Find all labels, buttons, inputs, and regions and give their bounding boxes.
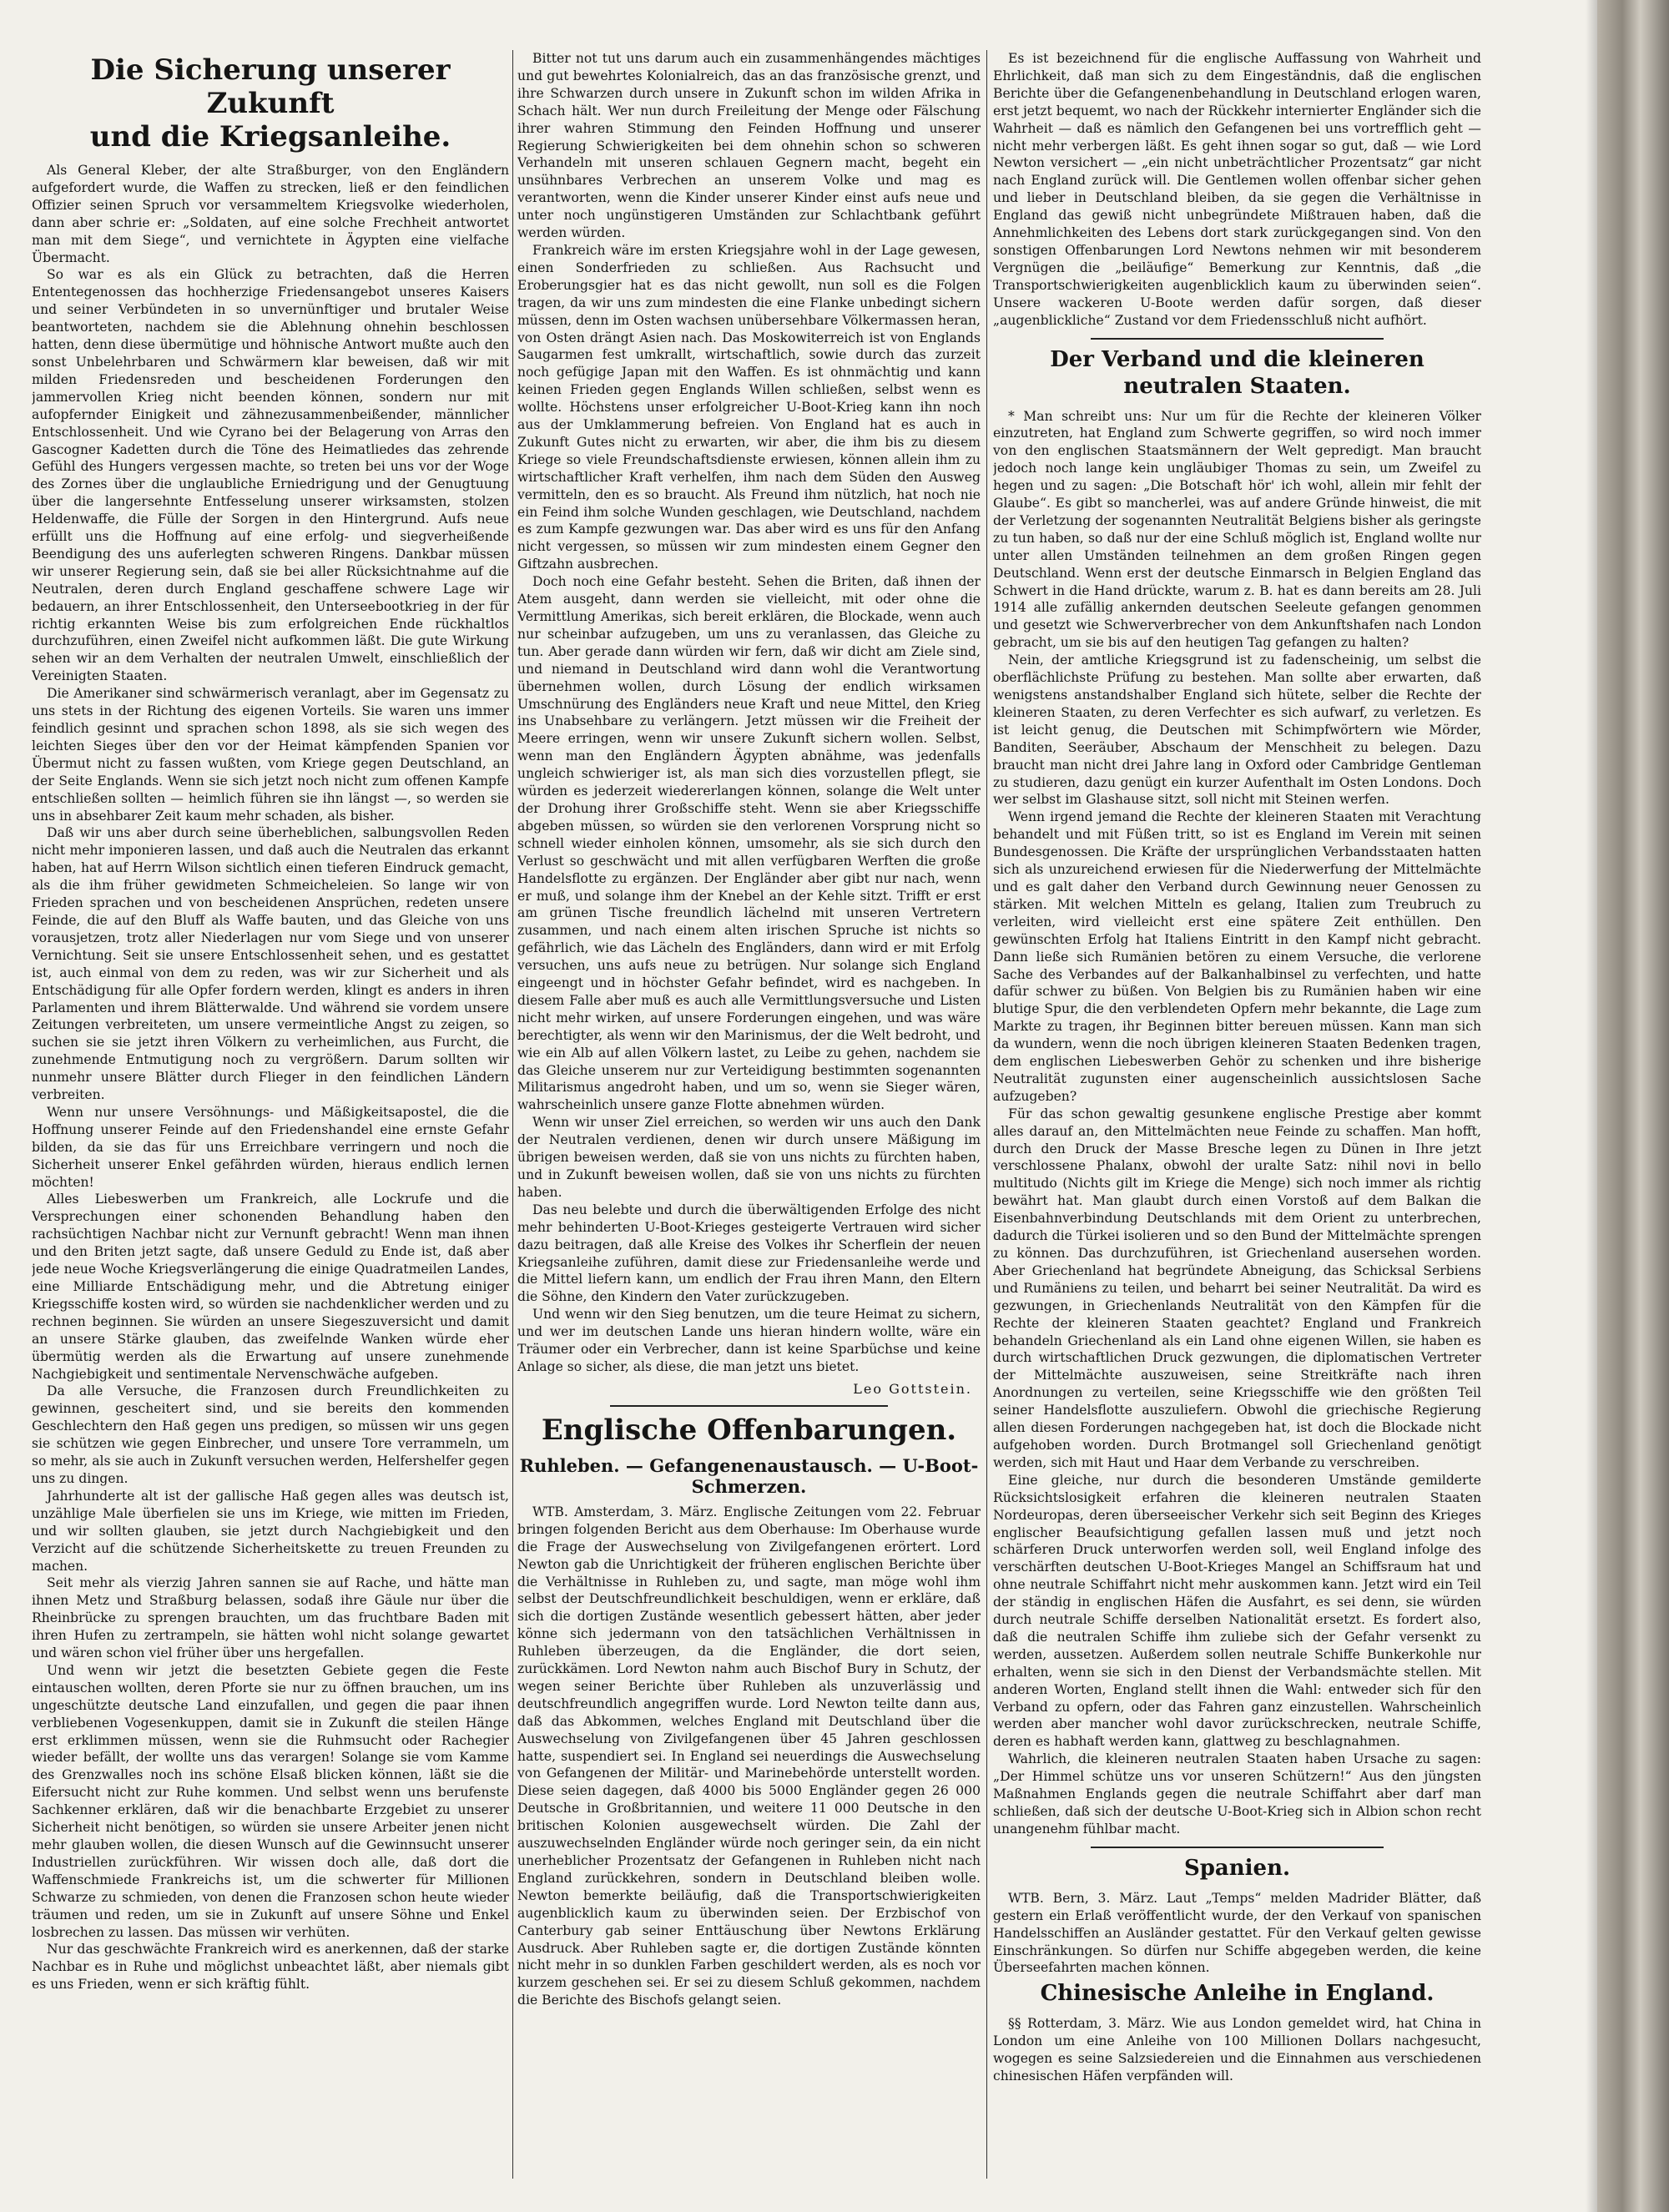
article-paragraph: Das neu belebte und durch die überwältigenden Erfolge des nicht mehr behinderten U-Boot-Krieges gesteigerte Vertrauen wird sicher dazu beitragen, daß alle Kreise des Volkes ihr Scherflein der neuen Kriegsanleihe zuführen, damit diese zur Friedensanleihe werde und die Mittel liefern kann, um endlich der Frau ihren Mann, den Eltern die Söhne, den Kindern den Vater zurückzugeben. <box>517 1202 981 1305</box>
column-rule <box>986 50 987 2179</box>
article-paragraph: Seit mehr als vierzig Jahren sannen sie auf Rache, und hätte man ihnen Metz und Straßburg belassen, sodaß ihre Gäule nur über die Rheinbrücke zu sprengen brauchten, um das fruchtbare Baden mit ihren Hufen zu zertrampeln, sie hätten wohl nicht solange gewartet und wären schon viel früher über uns hergefallen. <box>32 1575 509 1661</box>
article-paragraph: So war es als ein Glück zu betrachten, daß die Herren Ententegenossen das hochherzige Friedensangebot unseres Kaisers und seiner Verbündeten in so unvernünftiger und brutaler Weise beantworteten, nachdem sie die Ablehnung ohnehin beschlossen hatten, denn diese übermütige und höhnische Antwort mußte auch den sonst Unbelehrbaren und Schwärmern klar beweisen, daß wir mit milden Friedensreden und bescheidenen Forderungen den jammervollen Krieg nicht beenden können, sondern nur mit aufopfernder Einigkeit und zähnezusammenbeißender, männlicher Entschlossenheit. Und wie Cyrano bei der Belagerung von Arras den Gascogner Kadetten durch die Töne des Heimatliedes das zehrende Gefühl des Hungers vergessen machte, so treten bei uns vor der Woge des Zornes über die unglaubliche Erniedrigung und der Genugtuung über die langersehnte Entfesselung unserer wirksamsten, stolzen Heldenwaffe, die Fülle der Sorgen in den Hintergrund. Aufs neue erfüllt uns die Hoffnung auf eine erfolg- und siegverheißende Beendigung des uns auferlegten schweren Ringens. Dankbar müssen wir unserer Regierung sein, daß sie bei aller Rücksichtnahme auf die Neutralen, deren durch England geschaffene schwere Lage wir bedauern, an ihrer Entschlossenheit, den Unterseebootkrieg in der für richtig erkannten Weise bis zum erfolgreichen Ende rückhaltlos durchzuführen, einen Zweifel nicht aufkommen läßt. Die gute Wirkung sehen wir an dem Verhalten der neutralen Umwelt, einschließlich der Vereinigten Staaten. <box>32 267 509 684</box>
article-paragraph: Nur das geschwächte Frankreich wird es anerkennen, daß der starke Nachbar es in Ruhe und möglichst unbeachtet läßt, aber niemals gibt es uns Frieden, wenn er sich kräftig fühlt. <box>32 1942 509 1993</box>
article-paragraph: WTB. Bern, 3. März. Laut „Temps“ melden Madrider Blätter, daß gestern ein Erlaß veröffentlicht wurde, der den Verkauf von spanischen Handelsschiffen an Ausländer gestattet. Für den Verkauf gelten gewisse Einschränkungen. So dürfen nur Schiffe abgegeben werden, die keine Überseefahrten machen können. <box>993 1890 1481 1976</box>
article-paragraph: Als General Kleber, der alte Straßburger, von den Engländern aufgefordert wurde, die Waffen zu strecken, ließ er den feindlichen Offizier seinen Spruch vor versammeltem Kriegsvolke wiederholen, dann aber schrie er: „Soldaten, auf eine solche Frechheit antwortet man mit dem Siege“, und vernichtete in Ägypten eine vielfache Übermacht. <box>32 163 509 265</box>
headline-offenbarungen: Englische Offenbarungen. <box>541 1413 957 1447</box>
article-paragraph: §§ Rotterdam, 3. März. Wie aus London gemeldet wird, hat China in London um eine Anleihe von 100 Millionen Dollars nachgesucht, wogegen es seine Salzsiedereien und die Einnahmen aus verschiedenen chinesischen Häfen verpfänden will. <box>993 2016 1481 2084</box>
article-paragraph: Daß wir uns aber durch seine überheblichen, salbungsvollen Reden nicht mehr imponieren lassen, und daß auch die Neutralen das erkannt haben, hat auf Herrn Wilson sichtlich einen tieferen Eindruck gemacht, als die ihm früher gewidmeten Schmeicheleien. So lange wir von Frieden sprachen und von bescheidenen Ansprüchen, redeten unsere Feinde, die auf den Bluff als Waffe bauten, und das Gleiche von uns vorausjetzen, trotz aller Niederlagen nur vom Siege und von unserer Vernichtung. Seit sie unsere Entschlossenheit sehen, und es gestattet ist, auch einmal von dem zu reden, was wir zur Sicherheit und als Entschädigung für alle Opfer fordern werden, klingt es anders in ihren Parlamenten und ihrem Blätterwalde. Und während sie vordem unsere Zeitungen verbreiteten, um unsere vermeintliche Angst zu zeigen, so suchen sie sie jetzt ihren Völkern zu verheimlichen, aus Furcht, die zunehmende Entmutigung noch zu vergrößern. Darum sollten wir nunmehr unsere Blätter durch Flieger in den feindlichen Ländern verbreiten. <box>32 825 509 1103</box>
article-paragraph: Eine gleiche, nur durch die besonderen Umstände gemilderte Rücksichtslosigkeit erfahren die kleineren neutralen Staaten Nordeuropas, deren überseeischer Verkehr sich seit Beginn des Krieges englischer Beaufsichtigung gefallen lassen muß und jetzt noch schärferen Druck unterworfen werden soll, weil England infolge des verschärften deutschen U-Boot-Krieges Mangel an Schiffsraum hat und ohne neutrale Schiffahrt nicht mehr auskommen kann. Jetzt wird ein Teil der ständig in englischen Häfen die Ausfahrt, es sei denn, sie würden durch neutrale Schiffe derselben Nationalität ersetzt. Es fordert also, daß die neutralen Schiffe ihm zuliebe sich der Gefahr versenkt zu werden, aussetzen. Außerdem sollen neutrale Schiffe Bunkerkohle nur erhalten, wenn sie sich in den Dienst der Verbandsmächte stellen. Mit anderen Worten, England stellt ihnen die Wahl: entweder sich für den Verband zu opfern, oder das Fahren ganz einzustellen. Wahrscheinlich werden aber mancher wohl davor zurückschrecken, neutrale Schiffe, deren es habhaft werden kann, glattweg zu beschlagnahmen. <box>993 1472 1481 1750</box>
column-3 <box>993 50 1481 2179</box>
article-paragraph: Doch noch eine Gefahr besteht. Sehen die Briten, daß ihnen der Atem ausgeht, dann werden sie vielleicht, mit oder ohne die Vermittlung Amerikas, sich bereit erklären, die Blockade, wenn auch nur scheinbar aufzugeben, um uns zu veranlassen, das Gleiche zu tun. Aber gerade dann würden wir fern, daß wir dicht am Ziele sind, und niemand in Deutschland wird dann wohl die Verantwortung übernehmen wollen, durch Lösung der endlich wirksamen Umschnürung des Engländers neue Kraft und neue Mittel, den Krieg ins Unabsehbare zu verlängern. Jetzt müssen wir die Freiheit der Meere erringen, wenn wir unsere Zukunft sichern wollen. Selbst, wenn man den Engländern Ägypten abnähme, was jedenfalls ungleich schwieriger ist, als man sich dies vorzustellen pflegt, sie würden es jederzeit wiedererlangen können, solange die Welt unter der Drohung ihrer Großschiffe steht. Wenn sie aber Kriegsschiffe abgeben müssen, so würden sie den verlorenen Vorsprung nicht so schnell wieder einholen können, umsomehr, als sie sich durch den Verlust so geschwächt und mit allen verfügbaren Werften die große Handelsflotte zu ergänzen. Der Engländer aber gibt nur nach, wenn er muß, und solange ihm der Knebel an der Kehle sitzt. Trifft er erst am grünen Tische freundlich lächelnd mit unseren Vertretern zusammen, und nach einem alten irischen Spruche ist nichts so gefährlich, wie das Lächeln des Engländers, dann wird er mit Erfolg versuchen, uns aufs neue zu betrügen. Nur solange sich England eingeengt und in höchster Gefahr befindet, wird es nachgeben. In diesem Falle aber muß es auch alle Vermittlungsversuche und Listen nicht mehr wirken, auf unsere Forderungen eingehen, und was wäre berechtigter, als wenn wir den Marinismus, der die Welt bedroht, und wie ein Alb auf allen Völkern lastet, zu Leibe zu gehen, nachdem sie das Gleiche unserem nur zur Verteidigung bestimmten sogenannten Militarismus angedroht haben, und um so, wenn sie Sieger wären, wahrscheinlich unsere ganze Flotte abnehmen würden. <box>517 574 981 1113</box>
column-2 <box>517 50 981 2179</box>
article-paragraph: Und wenn wir den Sieg benutzen, um die teure Heimat zu sichern, und wer im deutschen Lande uns hieran hindern wollte, wäre ein Träumer oder ein Verbrecher, dann ist keine Sparbüchse und keine Anlage so sicher, als diese, die man jetzt uns bietet. <box>517 1307 981 1374</box>
article-paragraph: Wenn nur unsere Versöhnungs- und Mäßigkeitsapostel, die die Hoffnung unserer Feinde auf den Friedenshandel eine ernste Gefahr bilden, da sie das für uns Erreichbare verringern und noch die Sicherheit unserer Enkel gefährden würden, hieraus endlich lernen möchten! <box>32 1104 509 1190</box>
subheadline-offenbarungen: Ruhleben. — Gefangenenaustausch. — U-Boot-Schmerzen. <box>519 1454 979 1497</box>
author-signature: Leo Gottstein. <box>853 1380 972 1397</box>
article-paragraph: Alles Liebeswerben um Frankreich, alle Lockrufe und die Versprechungen einer schonenden Behandlung haben den rachsüchtigen Nachbar nicht zur Vernunft gebracht! Wenn man ihnen und den Briten jetzt sagte, daß unsere Geduld zu Ende ist, daß aber jede neue Woche Kriegsverlängerung die einige Quadratmeilen Landes, eine Milliarde Entschädigung mehr, und die Abtretung einiger Kriegsschiffe kosten wird, so würden sie nachdenklicher werden und zu rechnen beginnen. Sie würden an unsere Siegeszuversicht und damit an unsere Stärke glauben, das zweifelnde Wanken würde eher übermütig werden als die Erwartung auf unsere zunehmende Nachgiebigkeit und sentimentale Nervenschwäche aufgeben. <box>32 1192 509 1382</box>
headline-sicherung <box>32 53 509 154</box>
column-rule <box>512 50 513 2179</box>
article-paragraph: Jahrhunderte alt ist der gallische Haß gegen alles was deutsch ist, unzählige Male überfielen sie uns im Kriege, wie mitten im Frieden, und wir sollten glauben, sie jetzt durch Nachgiebigkeit und den Verzicht auf die schützende Sicherheitskette zu treuen Freunden zu machen. <box>32 1488 509 1574</box>
article-separator <box>610 1405 888 1407</box>
article-paragraph: Wahrlich, die kleineren neutralen Staaten haben Ursache zu sagen: „Der Himmel schütze uns vor unseren Schützern!“ Aus den jüngsten Maßnahmen Englands gegen die neutrale Schiffahrt aber darf man schließen, daß sich der deutsche U-Boot-Krieg sich in Albion schon recht unangenehm fühlbar macht. <box>993 1751 1481 1837</box>
article-paragraph: Da alle Versuche, die Franzosen durch Freundlichkeiten zu gewinnen, gescheitert sind, und sie bereits den kommenden Geschlechtern den Haß gegen uns predigen, so müssen wir uns gegen sie schützen wie gegen Einbrecher, und unsere Tore verrammeln, um so mehr, als sie auch in Zukunft versuchen werden, Helfershelfer gegen uns zu dingen. <box>32 1383 509 1486</box>
article-paragraph: Und wenn wir jetzt die besetzten Gebiete gegen die Feste eintauschen wollten, deren Pforte sie nur zu öffnen brauchen, um ins ungeschützte deutsche Land einzufallen, und gegen die paar ihnen verbliebenen Vogesenkuppen, damit sie in Zukunft die steilen Hänge erst erklimmen müssen, wenn sie die Ruhmsucht oder Rachegier wieder befällt, der wollte uns das verargen! Solange sie vom Kamme des Grenzwalles noch ins schöne Elsaß blicken können, läßt sie die Eifersucht nicht zur Ruhe kommen. Und selbst wenn uns berufenste Sachkenner erklären, daß wir die benachbarte Erzgebiet zu unserer Sicherheit nicht benötigen, so würden sie unsere Arbeiter jenen nicht mehr glauben wollen, die diesen Wunsch auf die Gewinnsucht unserer Industriellen zurückführen. Wir wissen doch alle, daß dort die Waffenschmiede Frankreichs ist, um die schwerter für Millionen Schwarze zu schmieden, von denen die Franzosen schon heute wieder träumen und reden, um sie in Zukunft auf unsere Söhne und Enkel losbrechen zu lassen. Das müssen wir verhüten. <box>32 1662 509 1940</box>
article-paragraph: Für das schon gewaltig gesunkene englische Prestige aber kommt alles darauf an, den Mittelmächten neue Feinde zu schaffen. Man hofft, durch den Druck der Masse Bresche legen zu Dünen in Ihre jetzt verschlossene Phalanx, obwohl der uralte Satz: nihil novi in bello multitudo (Nichts gilt im Kriege die Menge) sich noch immer als richtig bewährt hat. Man glaubt durch einen Vorstoß auf dem Balkan die Eisenbahnverbindung Deutschlands mit dem Orient zu unterbrechen, dadurch die Türkei isolieren und so den Bund der Mittelmächte sprengen zu können. Das durchzuführen, ist Griechenland ausersehen worden. Aber Griechenland hat begründete Abneigung, das Schicksal Serbiens und Rumäniens zu teilen, und beharrt bei seiner Neutralität. Da wird es gezwungen, in Griechenlands Neutralität von den Kämpfen für die Rechte der kleineren Staaten geachtet? England und Frankreich behandeln Griechenland als ein Land ohne eigenen Willen, sie haben es durch wirtschaftlichen Druck gezwungen, die diplomatischen Vertreter der Mittelmächte auszuweisen, seine Streitkräfte nach ihren Anordnungen zu verteilen, seine Kriegsschiffe wie den größten Teil seiner Handelsflotte auszuliefern. Obwohl die griechische Regierung allen diesen Forderungen nachgegeben hat, ist doch die Blockade nicht aufgehoben worden. Durch Brotmangel soll Griechenland genötigt werden, sich mit Haut und Haar dem Verbande zu verschreiben. <box>993 1106 1481 1470</box>
headline-spanien: Spanien. <box>1183 1855 1291 1881</box>
article-paragraph: Nein, der amtliche Kriegsgrund ist zu fadenscheinig, um selbst die oberflächlichste Prüfung zu bestehen. Man sollte aber erwarten, daß wenigstens anstandshalber England sich hütete, selber die Rechte der kleineren Staaten, zu deren Verfechter es sich aufwarf, zu verletzen. Es ist leicht genug, die Deutschen mit Schimpfwörtern wie Mörder, Banditen, Seeräuber, Abschaum der Menschheit zu belegen. Dazu braucht man nicht drei Jahre lang in Oxford oder Cambridge Gentleman zu studieren, dazu genügt ein kurzer Aufenthalt im Osten Londons. Doch wer selbst im Glashause sitzt, soll nicht mit Steinen werfen. <box>993 653 1481 808</box>
article-paragraph: Wenn irgend jemand die Rechte der kleineren Staaten mit Verachtung behandelt und mit Füßen tritt, so ist es England im Verein mit seinen Bundesgenossen. Die Kräfte der ursprünglichen Verbandsstaaten hatten sich als unzureichend erwiesen für die Niederwerfung der Mittelmächte und es galt daher den Verband durch Gewinnung neuer Genossen zu stärken. Mit welchen Mitteln es gelang, Italien zum Treubruch zu verleiten, wird vielleicht erst eine spätere Zeit enthüllen. Den gewünschten Erfolg hat Italiens Eintritt in den Kampf nicht gebracht. Dann ließe sich Rumänien betören zu einem Versuche, die verlorene Sache des Verbandes auf der Balkanhalbinsel zu verfechten, und hatte dafür schwer zu büßen. Von Belgien bis zu Rumänien haben wir eine blutige Spur, die den verblendeten Opfern mehr bekannte, die Lage zum Markte zu tragen, ihr Beginnen bitter bereuen müssen. Kann man sich da wundern, wenn die noch übrigen kleineren Staaten Bedenken tragen, dem englischen Liebeswerben Gehör zu schenken und ihre bisherige Neutralität zugunsten einer augenscheinlich aussichtslosen Sache aufzugeben? <box>993 809 1481 1104</box>
article-paragraph: WTB. Amsterdam, 3. März. Englische Zeitungen vom 22. Februar bringen folgenden Bericht aus dem Oberhause: Im Oberhause wurde die Frage der Auswechselung von Zivilgefangenen erörtert. Lord Newton gab die Unrichtigkeit der früheren englischen Berichte über die Verhältnisse in Ruhleben zu, und sagte, man möge wohl ihm selbst der Deutschfreundlichkeit beschuldigen, wenn er erkläre, daß sich die dortigen Zustände wesentlich gebessert hätten, aber jeder könne sich jedermann von den tatsächlichen Verhältnissen in Ruhleben überzeugen, da die Engländer, die dort seien, zurückkämen. Lord Newton nahm auch Bischof Bury in Schutz, der wegen seiner Berichte über Ruhleben als unzuverlässig und deutschfreundlich angegriffen wurde. Lord Newton teilte dann aus, daß das Abkommen, welches England mit Deutschland über die Auswechselung von Zivilgefangenen über 45 Jahren geschlossen hatte, suspendiert sei. In England sei neuerdings die Auswechselung von Gefangenen der Militär- und Marinebehörde unterstellt worden. Diese seien dagegen, daß 4000 bis 5000 Engländer gegen 26 000 Deutsche in Großbritannien, und weitere 11 000 Deutsche in den britischen Kolonien ausgewechselt würden. Die Zahl der auszuwechselnden Engländer würde noch geringer sein, da ein nicht unerheblicher Prozentsatz der Gefangenen in Ruhleben nicht nach England zurückkehren, sondern in Deutschland bleiben wolle. Newton bemerkte beiläufig, daß die Transportschwierigkeiten augenblicklich kaum zu überwinden seien. Der Erzbischof von Canterbury gab seiner Enttäuschung über Newtons Erklärung Ausdruck. Aber Ruhleben sagte er, die dortigen Zustände könnten nicht mehr in so dunklen Farben geschildert werden, als es noch vor kurzem geschehen sei. Er sei zu diesem Schluß gekommen, nachdem die Berichte des Bischofs gelangt seien. <box>517 1504 981 2008</box>
column-1 <box>32 50 509 2179</box>
article-separator <box>1091 338 1384 340</box>
article-paragraph: Bitter not tut uns darum auch ein zusammenhängendes mächtiges und gut bewehrtes Kolonialreich, das an das französische grenzt, und ihre Schwarzen durch unsere in Zukunft schon im wilden Afrika in Schach hält. Wer nun durch Freileitung der Menge oder Fälschung ihrer wahren Stimmung den Feinden Hoffnung und unserer Regierung Schwierigkeiten bei dem ohnehin schon so schweren Verhandeln mit unseren schlauen Gegnern macht, begeht ein unsühnbares Verbrechen an unserem Volke und mag es verantworten, wenn die Kinder unserer Kinder einst aufs neue und unter noch ungünstigeren Umständen zur Schlachtbank geführt werden würden. <box>517 51 981 241</box>
headline-anleihe: Chinesische Anleihe in England. <box>1040 1981 1435 2007</box>
article-separator <box>1091 1847 1384 1848</box>
article-paragraph: Frankreich wäre im ersten Kriegsjahre wohl in der Lage gewesen, einen Sonderfrieden zu schließen. Aus Rachsucht und Eroberungsgier hat es das nicht gewollt, nun soll es die Folgen tragen, da wir uns zum mindesten die eine Flanke unbedingt sichern müssen, denn im Osten wachsen unübersehbare Völkermassen heran, von Osten drängt Asien nach. Das Moskowiterreich ist von Englands Saugarmen fest umkrallt, wirtschaftlich, sowie durch das zurzeit noch gefügige Japan mit den Waffen. Es ist ohnmächtig und kann keinen Frieden gegen Englands Willen schließen, selbst wenn es wollte. Höchstens unser erfolgreicher U-Boot-Krieg kann ihn noch aus der Umklammerung befreien. Von England hat es auch in Zukunft Gutes nicht zu erwarten, wir aber, die ihm bis zu diesem Kriege so viele Freundschaftsdienste erwiesen, können allein ihm zu wirtschaftlicher Kraft verhelfen, ihm nach dem Süden den Ausweg vermitteln, den es so braucht. Als Freund ihm nützlich, hat noch nie ein Feind ihm solche Wunden geschlagen, wie Deutschland, nachdem es zum Kampfe gezwungen war. Das aber wird es uns für den Anfang nicht vergessen, so müssen wir zum mindesten einem Gegner den Giftzahn ausbrechen. <box>517 242 981 572</box>
article-paragraph: Die Amerikaner sind schwärmerisch veranlagt, aber im Gegensatz zu uns stets in der Richtung des eigenen Vorteils. Sie waren uns immer feindlich gesinnt und sprachen schon 1898, als sie sich wegen des leichten Sieges über den vor der Heimat kämpfenden Spanien vor Übermut nicht zu fassen wußten, vom Kriege gegen Deutschland, an der Seite Englands. Wenn sie sich jetzt noch nicht zum offenen Kampfe entschließen sollten — heimlich führen sie ihn längst —, so werden sie uns in absehbarer Zeit kaum mehr schaden, als bisher. <box>32 686 509 824</box>
headline-line: Die Sicherung unserer Zukunft <box>90 53 451 120</box>
article-paragraph: * Man schreibt uns: Nur um für die Rechte der kleineren Völker einzutreten, hat England zum Schwerte gegriffen, so wird noch immer von den englischen Staatsmännern der Welt gepredigt. Man braucht jedoch noch lange kein ungläubiger Thomas zu sein, um Zweifel zu hegen und zu sagen: „Die Botschaft hör' ich wohl, allein mir fehlt der Glaube“. Es gibt so mancherlei, was auf andere Gründe hinweist, die mit der Verletzung der sogenannten Neutralität Belgiens bisher als geringste zu tun haben, so daß nur der eine Schluß möglich ist, England wollte nur unter allen Umständen teilnehmen an dem großen Ringen gegen Deutschland. Wenn erst der deutsche Einmarsch in Belgien England das Schwert in die Hand drückte, warum z. B. hat es dann bereits am 28. Juli 1914 alle zufällig ankernden deutschen Seeleute gefangen genommen und gesetzt wie Schwerverbrecher von dem Ankunftshafen nach London gebracht, um sie bis auf den heutigen Tag gefangen zu halten? <box>993 408 1481 651</box>
headline-line: und die Kriegsanleihe. <box>89 120 451 154</box>
article-paragraph: Wenn wir unser Ziel erreichen, so werden wir uns auch den Dank der Neutralen verdienen, denen wir durch unsere Mäßigung im übrigen beweisen werden, daß sie von uns nichts zu fürchten haben, und in Zukunft beweisen wollen, daß sie von uns nichts zu fürchten haben. <box>517 1115 981 1200</box>
book-binding <box>1597 0 1669 2212</box>
headline-verband: Der Verband und die kleineren neutralen Staaten. <box>1050 346 1424 399</box>
article-paragraph: Es ist bezeichnend für die englische Auffassung von Wahrheit und Ehrlichkeit, daß man sich zu dem Eingeständnis, daß die englischen Berichte über die Gefangenenbehandlung in Deutschland erlogen waren, erst jetzt bequemt, wo nach der Rückkehr internierter Engländer sich die Wahrheit — daß es nämlich den Gefangenen bei uns vortrefflich geht — nicht mehr verbergen läßt. Es geht ihnen sogar so gut, daß — wie Lord Newton versichert — „ein nicht unbeträchtlicher Prozentsatz“ gar nicht nach England zurück will. Die Gentlemen wollen offenbar sicher gehen und lieber in Deutschland bleiben, da sie gegen die Verhältnisse in England das gewiß nicht unbegründete Mißtrauen haben, daß die Annehmlichkeiten des Lebens dort stark zurückgegangen sind. Von den sonstigen Offenbarungen Lord Newtons nehmen wir mit besonderem Vergnügen die „beiläufige“ Bemerkung zur Kenntnis, daß „die Transportschwierigkeiten augenblicklich kaum zu überwinden seien“. Unsere wackeren U-Boote werden dafür sorgen, daß dieser „augenblickliche“ Zustand vor dem Friedensschluß nicht aufhört. <box>993 51 1481 328</box>
